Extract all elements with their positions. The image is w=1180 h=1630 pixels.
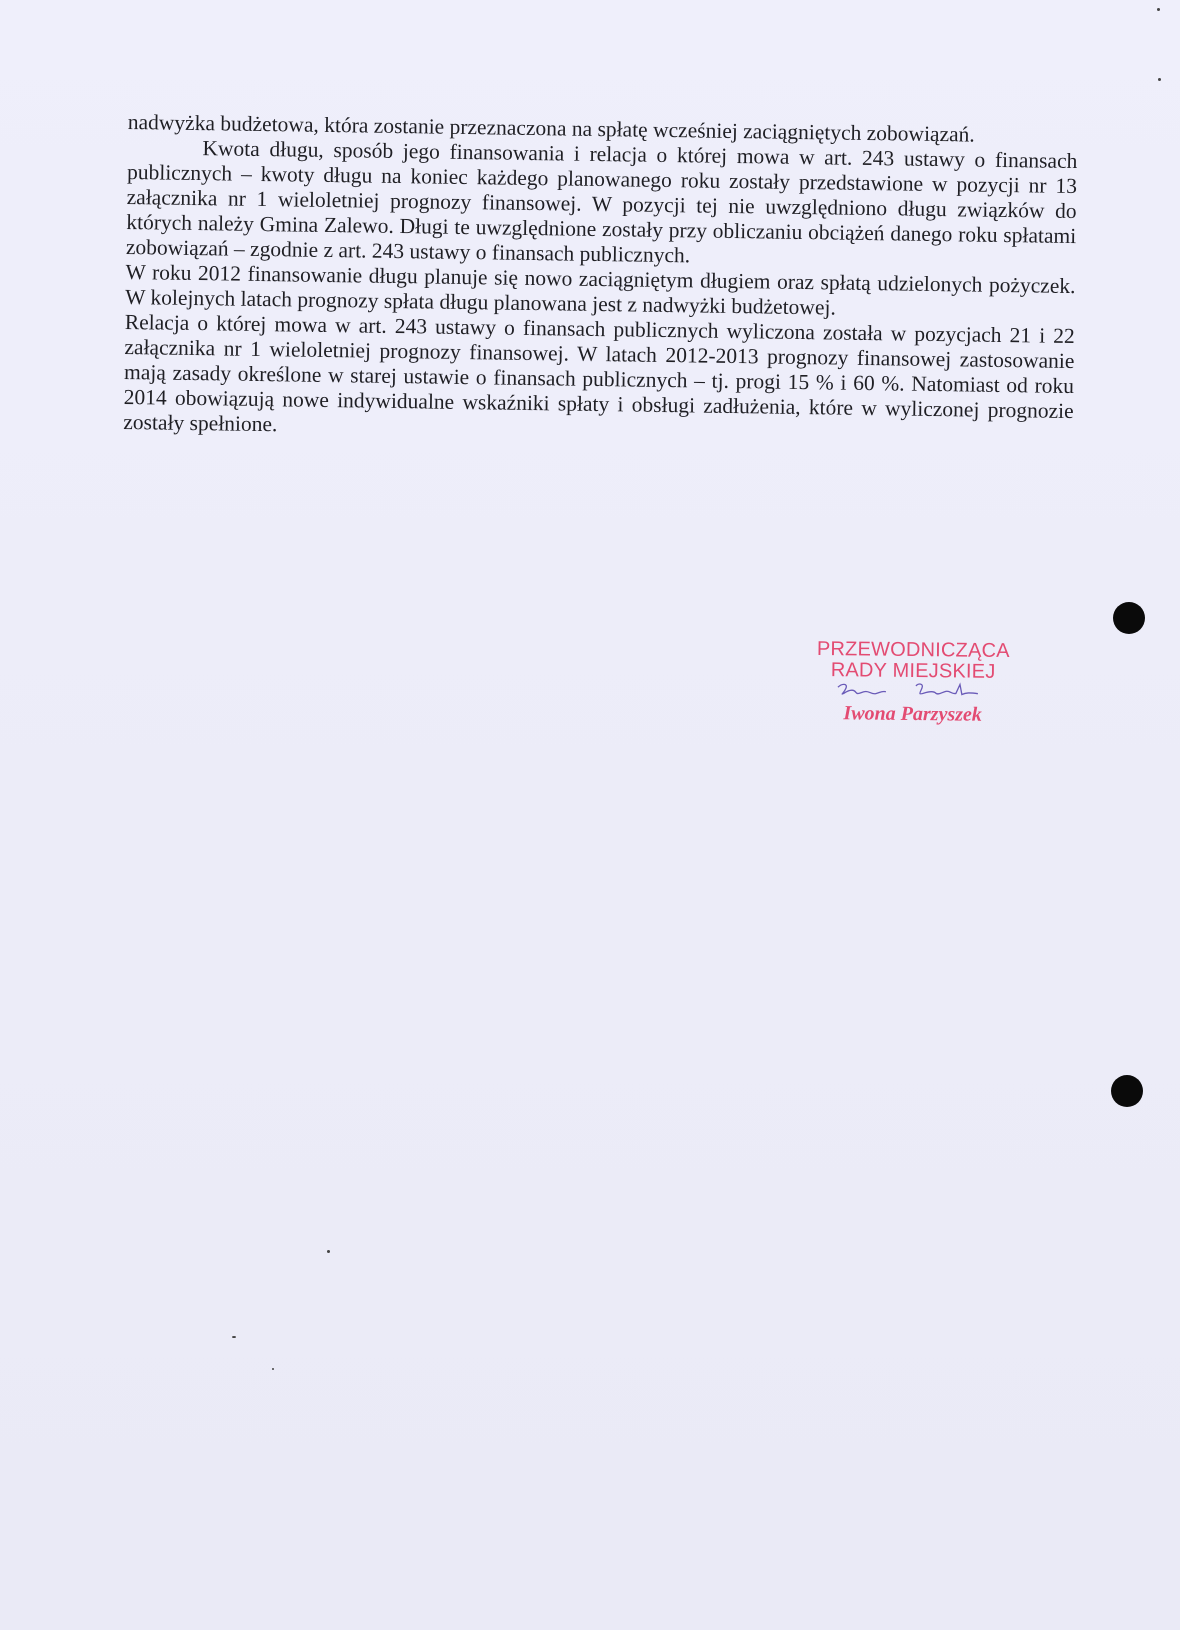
stamp-name: Iwona Parzyszek (843, 702, 982, 726)
scan-speck (272, 1368, 274, 1370)
document-body (123, 110, 1078, 449)
stamp-title-line2: RADY MIEJSKIEJ (830, 659, 996, 683)
paragraph-1: nadwyżka budżetowa, która zostanie przeznaczona na spłatę wcześniej zaciągniętych zobowiązań. (127, 110, 975, 147)
paragraph-4: Relacja o której mowa w art. 243 ustawy o finansach publicznych wyliczona została w pozycjach 21 i 22 załącznika nr 1 wieloletniej prognozy finansowej. W latach 2012-2013 prognozy finansowej zastosowanie mają zasady określone w starej ustawie o finansach publicznych – tj. progi 15 % i 60 %. Natomiast od roku 2014 obowiązują nowe indywidualne wskaźniki spłaty i obsługi zadłużenia, które w wyliczonej prognozie zostały spełnione. (123, 309, 1075, 437)
scan-speck (327, 1250, 330, 1253)
paragraph-2: Kwota długu, sposób jego finansowania i relacja o której mowa w art. 243 ustawy o finansach publicznych – kwoty długu na koniec każdego planowanego roku zostały przedstawione w pozycji nr 13 załącznika nr 1 wieloletniej prognozy finansowej. W pozycji tej nie uwzględniono długu związków do których należy Gmina Zalewo. Długi te uwzględnione zostały przy obliczaniu obciążeń danego roku spłatami zobowiązań – zgodnie z art. 243 ustawy o finansach publicznych. (125, 136, 1078, 268)
paragraph-3: W roku 2012 finansowanie długu planuje się nowo zaciągniętym długiem oraz spłatą udzielonych pożyczek. W kolejnych latach prognozy spłata długu planowana jest z nadwyżki budżetowej. (125, 259, 1076, 320)
scan-speck (1158, 78, 1161, 81)
scan-speck (232, 1336, 236, 1338)
punch-hole-top (1113, 602, 1145, 634)
handwritten-signature (818, 679, 1008, 703)
official-stamp (778, 639, 1049, 727)
scan-speck (1157, 8, 1160, 11)
stamp-title-line1: PRZEWODNICZĄCA (816, 637, 1010, 663)
punch-hole-bottom (1111, 1075, 1143, 1107)
